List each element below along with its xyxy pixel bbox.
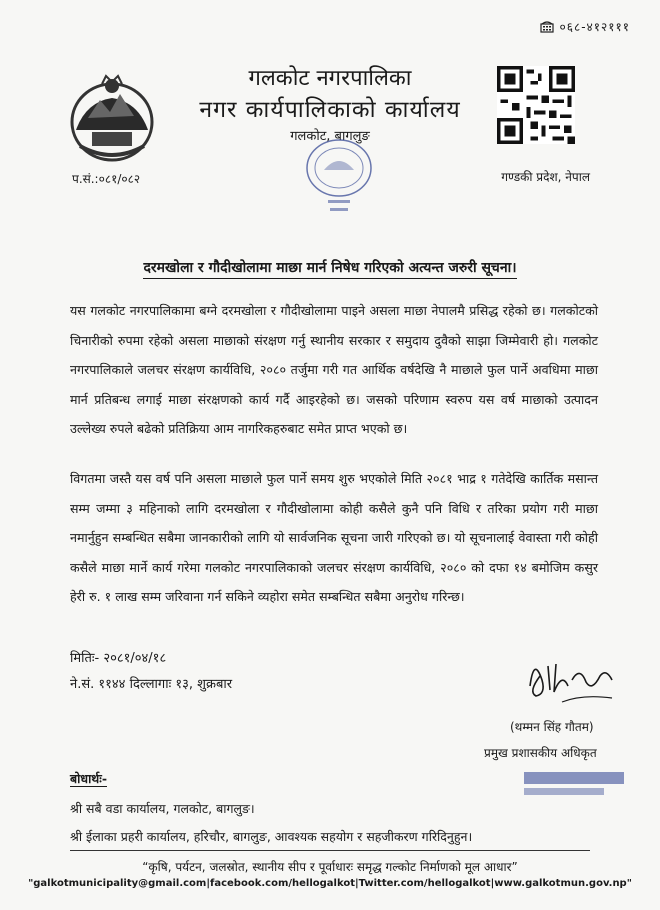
nepal-sambat-date: ने.सं. ११४४ दिल्लागाः १३, शुक्रबार [70, 677, 233, 692]
cc-item-1: श्री सबै वडा कार्यालय, गलकोट, बागलुङ। [70, 801, 255, 816]
footer-motto: “कृषि, पर्यटन, जलस्रोत, स्थानीय सीप र पूर्वाधारः समृद्ध गल्कोट निर्माणको मूल आधार” [142, 860, 518, 874]
signature-icon [522, 646, 618, 708]
phone-number [540, 18, 631, 35]
reference-number: प.सं.:०८१/०८२ [72, 172, 141, 186]
office-name-line2: नगर कार्यपालिकाको कार्यालय [199, 97, 461, 123]
cc-heading: बोधार्थः- [70, 771, 108, 786]
phone-icon [540, 21, 554, 33]
notice-headline: दरमखोला र गौदीखोलामा माछा मार्न निषेध गरिएको अत्यन्त जरुरी सूचना। [0, 258, 660, 277]
notice-paragraph-2: विगतमा जस्तै यस वर्ष पनि असला माछाले फुल पार्ने समय शुरु भएकोले मिति २०८१ भाद्र १ गतेदेखि कार्तिक मसान्त सम्म जम्मा ३ महिनाको लागि दरमखोला र गौदीखोलामा कोही कसैले कुनै पनि विधि र तरिका प्रयोग गरी माछा नमार्नुहुन सम्बन्धित सबैमा जानकारीको लागि यो सार्वजनिक सूचना जारी गरिएको छ। यो सूचनालाई वेवास्ता गरी कोही कसैले माछा मार्ने कार्य गरेमा गलकोट नगरपालिकाको जलचर संरक्षण कार्यविधि, २०८० को दफा १४ बमोजिम कसुर हेरी रु. १ लाख सम्म जरिवाना गर्न सकिने व्यहोरा समेत सम्बन्धित सबैमा अनुरोध गरिन्छ। [70, 471, 598, 604]
signatory-name: (थम्मन सिंह गौतम) [510, 720, 594, 734]
office-name-line1: गलकोट नगरपालिका [248, 66, 412, 91]
footer-links: "galkotmunicipality@gmail.com|facebook.com/hellogalkot|Twitter.com/hellogalkot|www.galkotmun.gov.np" [28, 878, 632, 889]
phone-text: ०६८-४१२१११ [559, 20, 630, 34]
qr-code-icon [497, 66, 575, 144]
province-name: गण्डकी प्रदेश, नेपाल [501, 170, 590, 184]
official-stamp-icon [300, 128, 378, 220]
cc-item-2: श्री ईलाका प्रहरी कार्यालय, हरिचौर, बागलुङ, आवश्यक सहयोग र सहजीकरण गरिदिनुहुन। [70, 829, 473, 844]
name-stamp-icon [522, 768, 626, 798]
notice-date: मितिः- २०८१/०४/१८ [70, 651, 167, 666]
office-location: गलकोट, बागलुङ [290, 129, 370, 144]
signatory-title: प्रमुख प्रशासकीय अधिकृत [484, 746, 597, 760]
notice-paragraph-1: यस गलकोट नगरपालिकामा बग्ने दरमखोला र गौदीखोलामा पाइने असला माछा नेपालमै प्रसिद्ध रहेको छ। गलकोटको चिनारीको रुपमा रहेको असला माछाको संरक्षण गर्नु स्थानीय सरकार र समुदाय दुवैको साझा जिम्मेवारी हो। गलकोट नगरपालिकाले जलचर संरक्षण कार्यविधि, २०८० तर्जुमा गरी गत आर्थिक वर्षदेखि नै माछाले फुल पार्ने अवधिमा माछा मार्न प्रतिबन्ध लगाई माछा संरक्षणको कार्य गर्दै आइरहेको छ। जसको परिणाम स्वरुप यस वर्ष माछाको उत्पादन उल्लेख्य रुपले बढेको प्रतिक्रिया आम नागरिकहरुबाट समेत प्राप्त भएको छ। [70, 303, 598, 436]
footer-divider [70, 850, 590, 851]
